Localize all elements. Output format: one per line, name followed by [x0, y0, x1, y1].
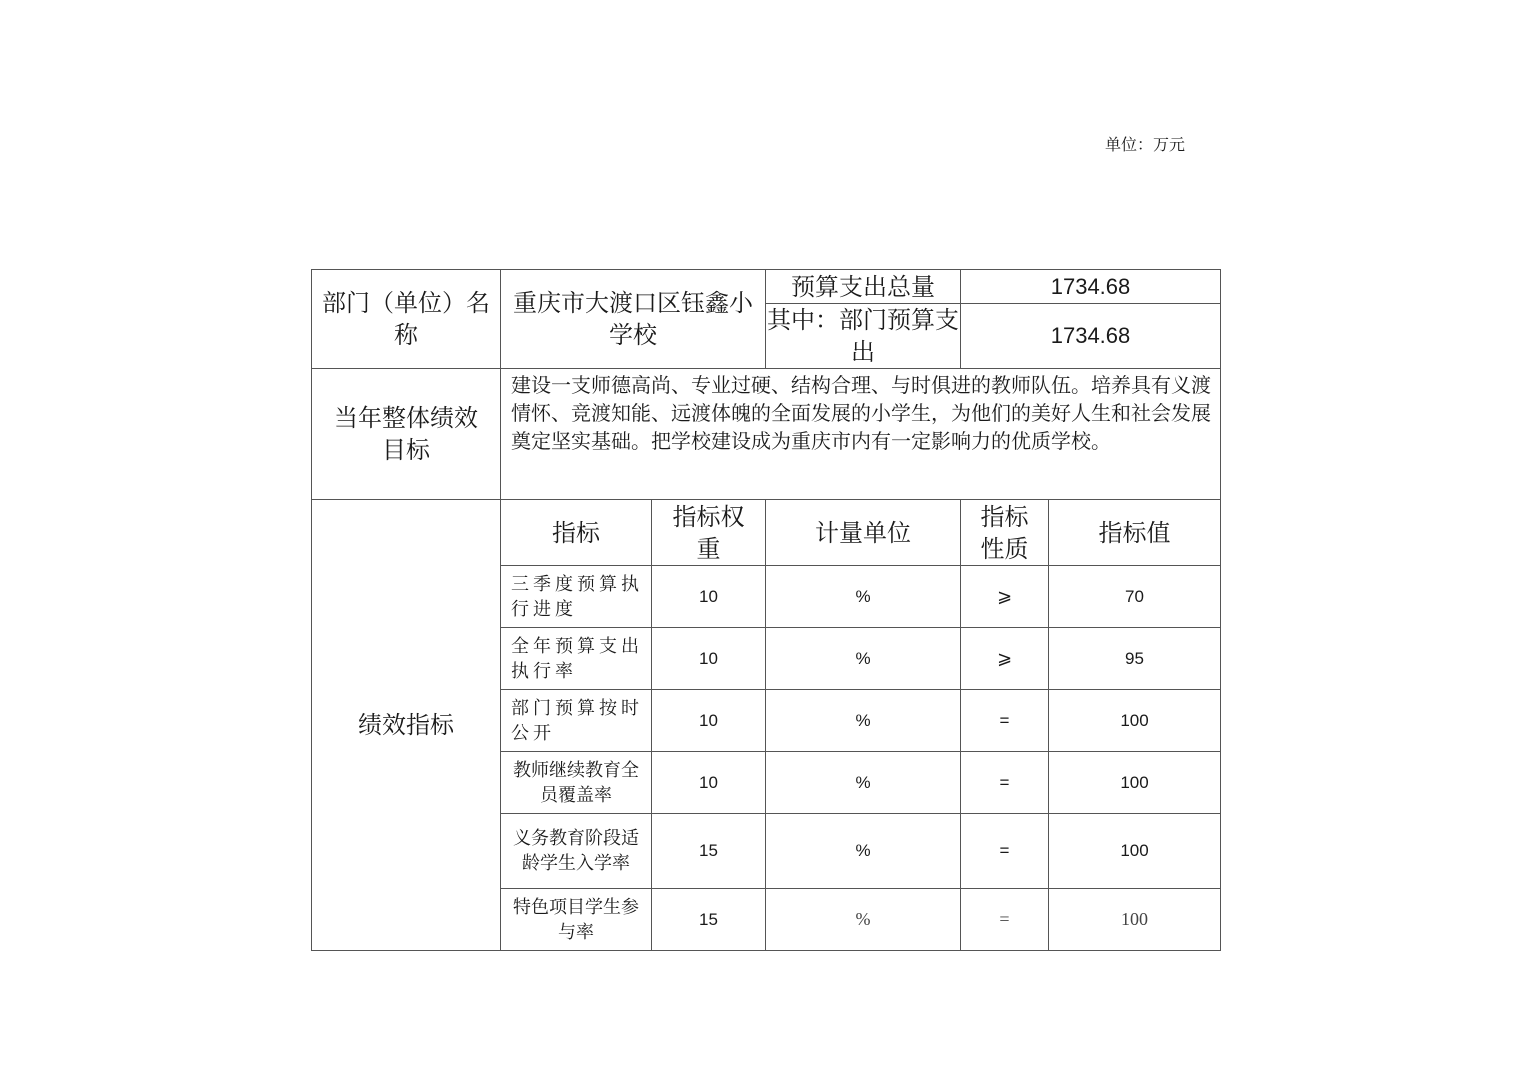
indicator-unit: %	[766, 690, 961, 752]
dept-budget-value: 1734.68	[961, 304, 1221, 369]
total-budget-label: 预算支出总量	[766, 270, 961, 304]
total-budget-value: 1734.68	[961, 270, 1221, 304]
goal-text: 建设一支师德高尚、专业过硬、结构合理、与时俱进的教师队伍。培养具有义渡情怀、竞渡知能、远渡体魄的全面发展的小学生，为他们的美好人生和社会发展奠定坚实基础。把学校建设成为重庆市内有一定影响力的优质学校。	[501, 369, 1221, 500]
indicator-name: 义务教育阶段适龄学生入学率	[501, 814, 652, 889]
indicator-value: 70	[1049, 566, 1221, 628]
col-header-weight: 指标权重	[652, 500, 766, 566]
indicator-nature: =	[961, 752, 1049, 814]
dept-label: 部门（单位）名称	[312, 270, 501, 369]
indicator-name: 全年预算支出执行率	[501, 628, 652, 690]
indicator-weight: 15	[652, 889, 766, 951]
indicator-nature: =	[961, 690, 1049, 752]
indicator-value: 100	[1049, 690, 1221, 752]
indicator-value: 95	[1049, 628, 1221, 690]
indicator-unit: %	[766, 628, 961, 690]
col-header-value: 指标值	[1049, 500, 1221, 566]
indicator-unit: %	[766, 889, 961, 951]
indicator-nature: ⩾	[961, 566, 1049, 628]
col-header-indicator: 指标	[501, 500, 652, 566]
indicator-unit: %	[766, 814, 961, 889]
dept-budget-label: 其中：部门预算支出	[766, 304, 961, 369]
col-header-nature: 指标性质	[961, 500, 1049, 566]
indicator-name: 特色项目学生参与率	[501, 889, 652, 951]
indicator-name: 部门预算按时公开	[501, 690, 652, 752]
indicator-unit: %	[766, 566, 961, 628]
indicator-value: 100	[1049, 889, 1221, 951]
performance-table	[311, 269, 1221, 951]
goal-label: 当年整体绩效目标	[312, 369, 501, 500]
indicator-nature: =	[961, 889, 1049, 951]
indicator-weight: 10	[652, 566, 766, 628]
col-header-unit: 计量单位	[766, 500, 961, 566]
indicator-weight: 10	[652, 690, 766, 752]
indicator-unit: %	[766, 752, 961, 814]
indicator-nature: ⩾	[961, 628, 1049, 690]
unit-label: 单位：万元	[1105, 135, 1186, 154]
indicator-weight: 10	[652, 752, 766, 814]
indicator-name: 三季度预算执行进度	[501, 566, 652, 628]
indicator-value: 100	[1049, 752, 1221, 814]
indicator-weight: 10	[652, 628, 766, 690]
indicators-section-label: 绩效指标	[312, 500, 501, 951]
indicator-name: 教师继续教育全员覆盖率	[501, 752, 652, 814]
indicator-weight: 15	[652, 814, 766, 889]
indicator-value: 100	[1049, 814, 1221, 889]
dept-name: 重庆市大渡口区钰鑫小学校	[501, 270, 766, 369]
indicator-nature: =	[961, 814, 1049, 889]
